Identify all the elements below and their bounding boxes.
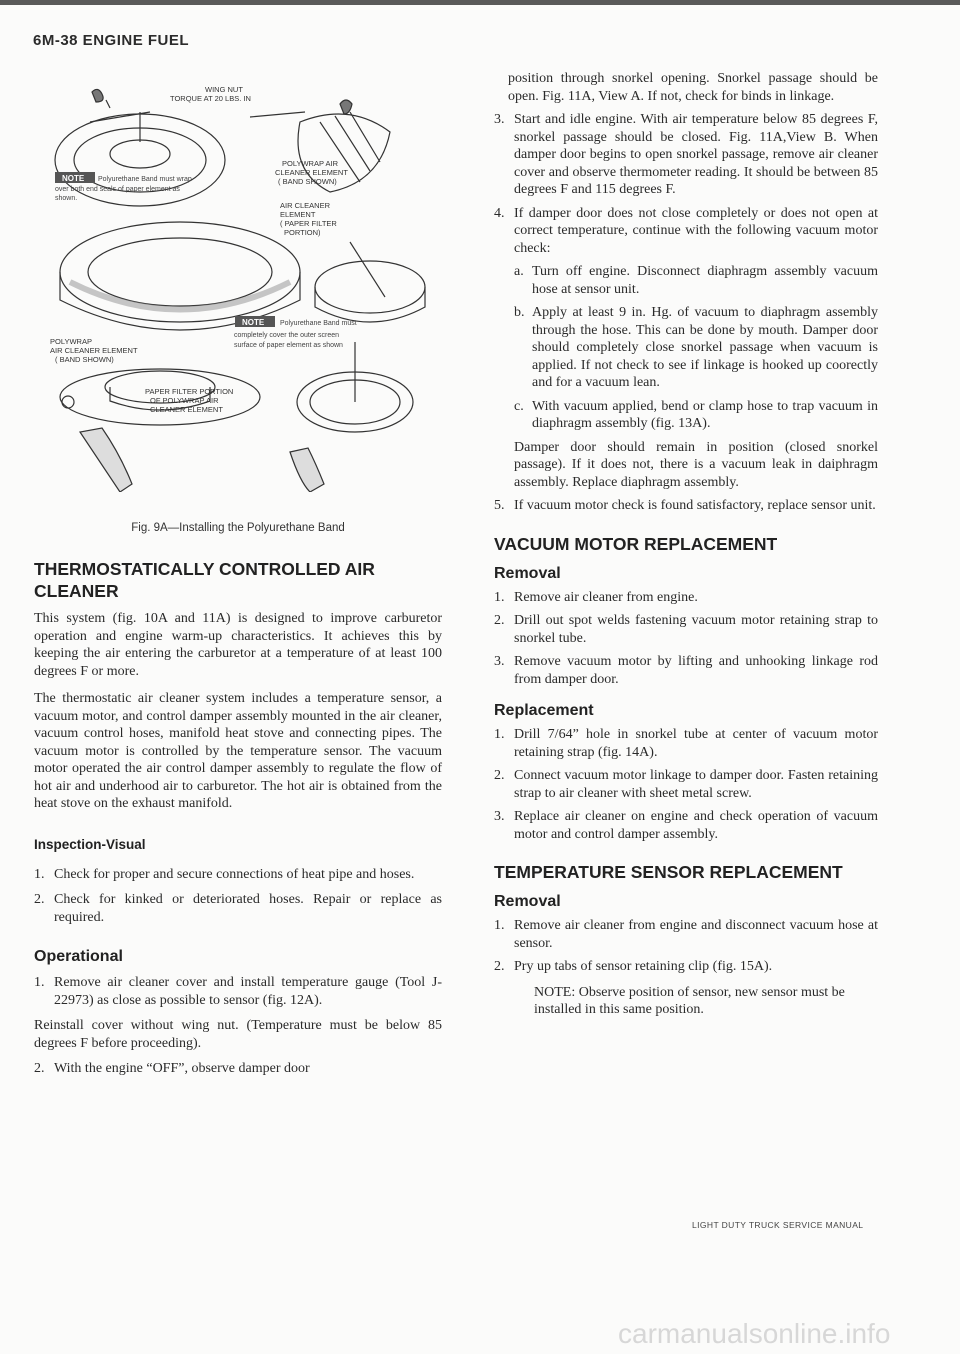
figure-9a (50, 82, 430, 492)
label-paper-3: CLEANER ELEMENT (150, 405, 223, 414)
note1-line2: over both end seals of paper element as (55, 186, 180, 193)
vm-removal-heading: Removal (494, 564, 561, 582)
label-wing-nut: WING NUT (205, 85, 243, 94)
operational-step-2: 2. With the engine “OFF”, observe damper door (34, 1061, 310, 1076)
right-column (494, 70, 878, 1019)
sensor-note: NOTE: Observe position of sensor, new sensor must be installed in this same position. (534, 984, 845, 1017)
label-air-cleaner-2: ELEMENT (280, 210, 316, 219)
vm-replacement-step-1: 1. Drill 7/64” hole in snorkel tube at center of vacuum motor retaining strap (fig. 14A). (494, 727, 878, 760)
watermark: carmanualsonline.info (618, 1318, 891, 1349)
label-air-cleaner-3: ( PAPER FILTER (280, 219, 337, 228)
note2-line3: surface of paper element as shown (234, 342, 343, 349)
op-step-3: 3. Start and idle engine. With air temperature below 85 degrees F, snorkel passage should be closed. Fig. 11A,View B. When damper door begins to open snorkel passage, remove air cleaner cover and observe thermometer reading. It should be between 85 degrees F and 115 degrees F. (494, 112, 878, 197)
inspection-step-2: 2. Check for kinked or deteriorated hoses. Repair or replace as required. (34, 892, 442, 925)
op-step-4: 4. If damper door does not close completely or does not open at correct temperature, continue with the following vacuum motor check: (494, 205, 878, 256)
note1-line3: shown. (55, 195, 78, 202)
vm-replacement-heading: Replacement (494, 702, 594, 719)
label-torque: TORQUE AT 20 LBS. IN (170, 94, 251, 103)
label-polywrap-3: ( BAND SHOWN) (55, 355, 114, 364)
operational-heading: Operational (34, 948, 123, 965)
page-footer: LIGHT DUTY TRUCK SERVICE MANUAL (692, 1220, 864, 1230)
top-rule (0, 0, 960, 5)
air-cleaner-illustration (50, 82, 430, 492)
note2-line1: Polyurethane Band must (280, 320, 357, 327)
inspection-visual-heading: Inspection-Visual (34, 836, 146, 852)
ts-removal-heading: Removal (494, 893, 561, 910)
vm-removal-step-1: 1. Remove air cleaner from engine. (494, 589, 698, 605)
operational-paragraph: Reinstall cover without wing nut. (Temperature must be below 85 degrees F before proceeding). (34, 1018, 442, 1051)
section-title-thermostatic: THERMOSTATICALLY CONTROLLED AIR CLEANER (34, 559, 375, 601)
operational-step-1: 1. Remove air cleaner cover and install temperature gauge (Tool J-22973) as close as possible to sensor (fig. 12A). (34, 975, 442, 1008)
figure-caption: Fig. 9A—Installing the Polyurethane Band (131, 522, 345, 534)
inspection-step-1: 1. Check for proper and secure connections of heat pipe and hoses. (34, 866, 415, 882)
label-polywrap-1: POLYWRAP (50, 337, 92, 346)
vm-removal-step-2: 2. Drill out spot welds fastening vacuum motor retaining strap to snorkel tube. (494, 613, 878, 646)
page-header: 6M-38 ENGINE FUEL (33, 32, 190, 49)
label-polywrap-air-1: POLYWRAP AIR (282, 159, 338, 168)
intro-paragraph: This system (fig. 10A and 11A) is designed to improve carburetor operation and engine warm-up characteristics. It achieves this by keeping the air entering the carburetor at a temperature of at least 100 degrees F or more. (34, 611, 442, 679)
substep-b: b. Apply at least 9 in. Hg. of vacuum to diaphragm assembly through the hose. This can be done by mouth. Damper door should completely close snorkel passage when vacuum is applied. If not check to see if linkage is hooked up coorectly and for a vacuum lean. (514, 305, 878, 390)
vm-removal-step-3: 3. Remove vacuum motor by lifting and unhooking linkage rod from damper door. (494, 654, 878, 687)
note-tag-1: NOTE (62, 174, 85, 183)
system-paragraph: The thermostatic air cleaner system includes a temperature sensor, a vacuum motor, and control damper assembly mounted in the air cleaner, vacuum control hoses, manifold heat stove and connecting pipes. The vacuum motor is controlled by the temperature sensor. The vacuum motor operated the air control damper assembly to regulate the flow of hot air and underhood air to carburetor. The hot air is obtained from the heat stove on the exhaust manifold. (34, 691, 442, 811)
continued-text: position through snorkel opening. Snorkel passage should be open. Fig. 11A, View A. If not, check for binds in linkage. (508, 71, 878, 104)
label-paper-1: PAPER FILTER PORTION (145, 387, 234, 396)
label-paper-2: OF POLYWRAP AIR (150, 396, 219, 405)
damper-paragraph: Damper door should remain in position (closed snorkel passage). If it does not, there is a vacuum leak in daiphragm assembly. Replace diaphragm assembly. (514, 439, 878, 490)
substep-c: c. With vacuum applied, bend or clamp hose to trap vacuum in diaphragm assembly (fig. 13A). (514, 398, 878, 431)
note2-line2: completely cover the outer screen (234, 332, 340, 339)
label-polywrap-air-2: CLEANER ELEMENT (275, 168, 348, 177)
ts-removal-step-1: 1. Remove air cleaner from engine and disconnect vacuum hose at sensor. (494, 918, 878, 951)
vm-replacement-step-2: 2. Connect vacuum motor linkage to damper door. Fasten retaining strap to air cleaner with sheet metal screw. (494, 768, 878, 801)
op-step-5: 5. If vacuum motor check is found satisfactory, replace sensor unit. (494, 498, 876, 513)
label-air-cleaner-4: PORTION) (284, 228, 321, 237)
substep-a: a. Turn off engine. Disconnect diaphragm assembly vacuum hose at sensor unit. (514, 264, 878, 297)
label-air-cleaner-1: AIR CLEANER (280, 201, 331, 210)
note1-line1: Polyurethane Band must wrap (98, 176, 192, 183)
left-column (34, 558, 442, 1078)
label-polywrap-air-3: ( BAND SHOWN) (278, 177, 337, 186)
note-tag-2: NOTE (242, 318, 265, 327)
vacuum-motor-title: VACUUM MOTOR REPLACEMENT (494, 533, 778, 554)
vm-replacement-step-3: 3. Replace air cleaner on engine and check operation of vacuum motor and control damper assembly. (494, 809, 878, 842)
temperature-sensor-title: TEMPERATURE SENSOR REPLACEMENT (494, 862, 843, 882)
label-polywrap-2: AIR CLEANER ELEMENT (50, 346, 138, 355)
ts-removal-step-2: 2. Pry up tabs of sensor retaining clip (fig. 15A). (494, 959, 773, 974)
